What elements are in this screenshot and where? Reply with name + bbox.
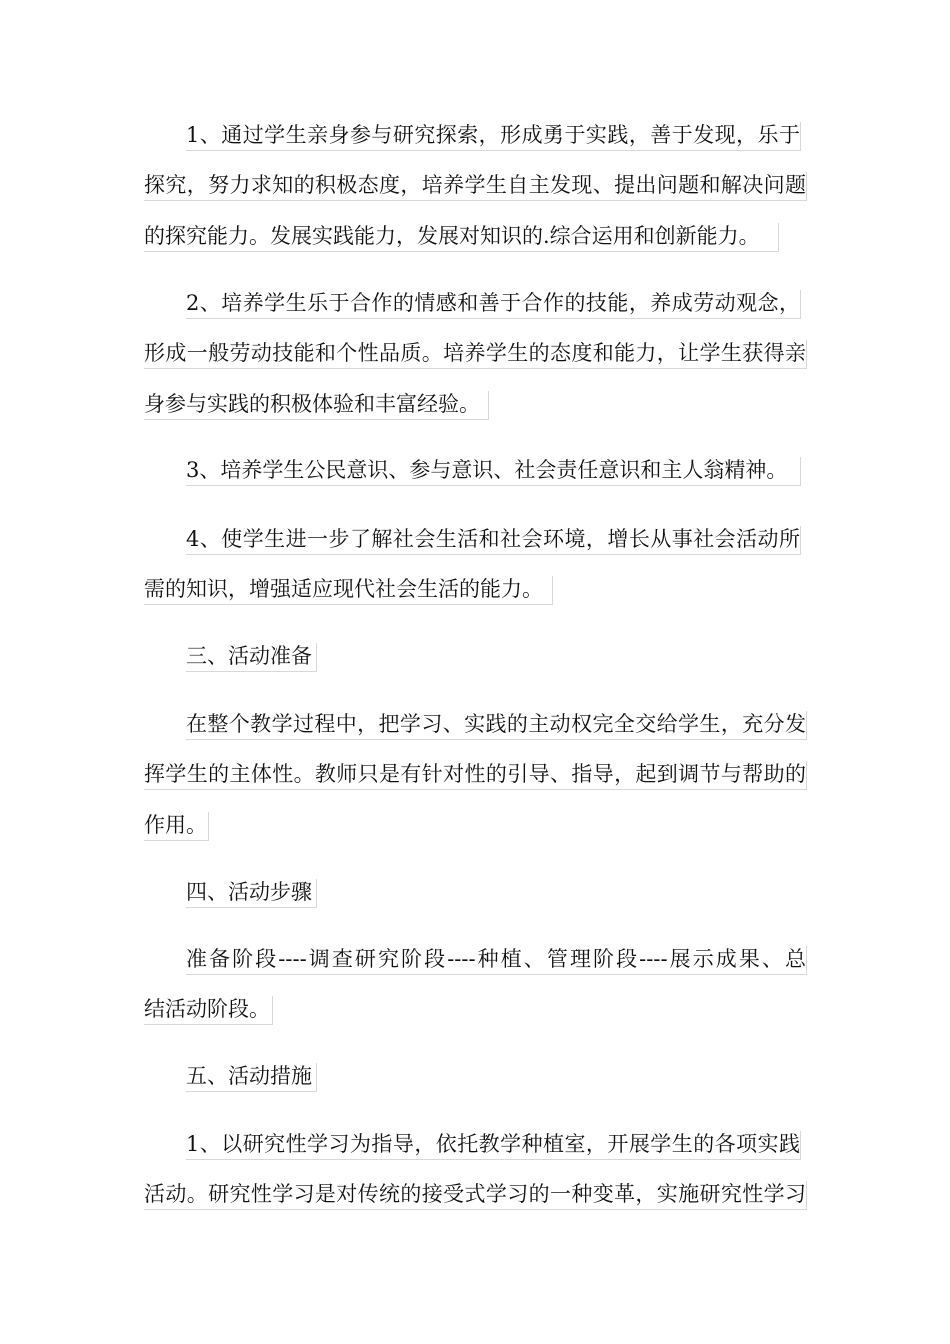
paragraph-3-line-1: 3、培养学生公民意识、参与意识、社会责任意识和主人翁精神。	[186, 457, 801, 486]
steps-line-2: 结活动阶段。	[144, 996, 273, 1025]
preparation-line-3: 作用。	[144, 812, 209, 841]
paragraph-2-line-2: 形成一般劳动技能和个性品质。培养学生的态度和能力，让学生获得亲	[144, 340, 807, 369]
paragraph-4-line-2: 需的知识，增强适应现代社会生活的能力。	[144, 576, 553, 605]
paragraph-4-line-1: 4、使学生进一步了解社会生活和社会环境，增长从事社会活动所	[186, 526, 801, 555]
section-heading-steps: 四、活动步骤	[186, 879, 317, 908]
preparation-line-1: 在整个教学过程中，把学习、实践的主动权完全交给学生，充分发	[186, 711, 807, 740]
measures-line-1: 1、以研究性学习为指导，依托教学种植室，开展学生的各项实践	[186, 1131, 801, 1160]
paragraph-1-line-2: 探究，努力求知的积极态度，培养学生自主发现、提出问题和解决问题	[144, 172, 807, 201]
paragraph-1-line-3: 的探究能力。发展实践能力，发展对知识的.综合运用和创新能力。	[144, 223, 779, 252]
section-heading-measures: 五、活动措施	[186, 1063, 317, 1092]
preparation-line-2: 挥学生的主体性。教师只是有针对性的引导、指导，起到调节与帮助的	[144, 761, 807, 790]
section-heading-preparation: 三、活动准备	[186, 643, 317, 672]
steps-line-1: 准备阶段----调查研究阶段----种植、管理阶段----展示成果、总	[186, 946, 807, 975]
measures-line-2: 活动。研究性学习是对传统的接受式学习的一种变革，实施研究性学习	[144, 1181, 807, 1210]
paragraph-1-line-1: 1、通过学生亲身参与研究探索，形成勇于实践，善于发现，乐于	[186, 122, 801, 151]
paragraph-2-line-3: 身参与实践的积极体验和丰富经验。	[144, 391, 489, 420]
paragraph-2-line-1: 2、培养学生乐于合作的情感和善于合作的技能，养成劳动观念，	[186, 290, 801, 319]
